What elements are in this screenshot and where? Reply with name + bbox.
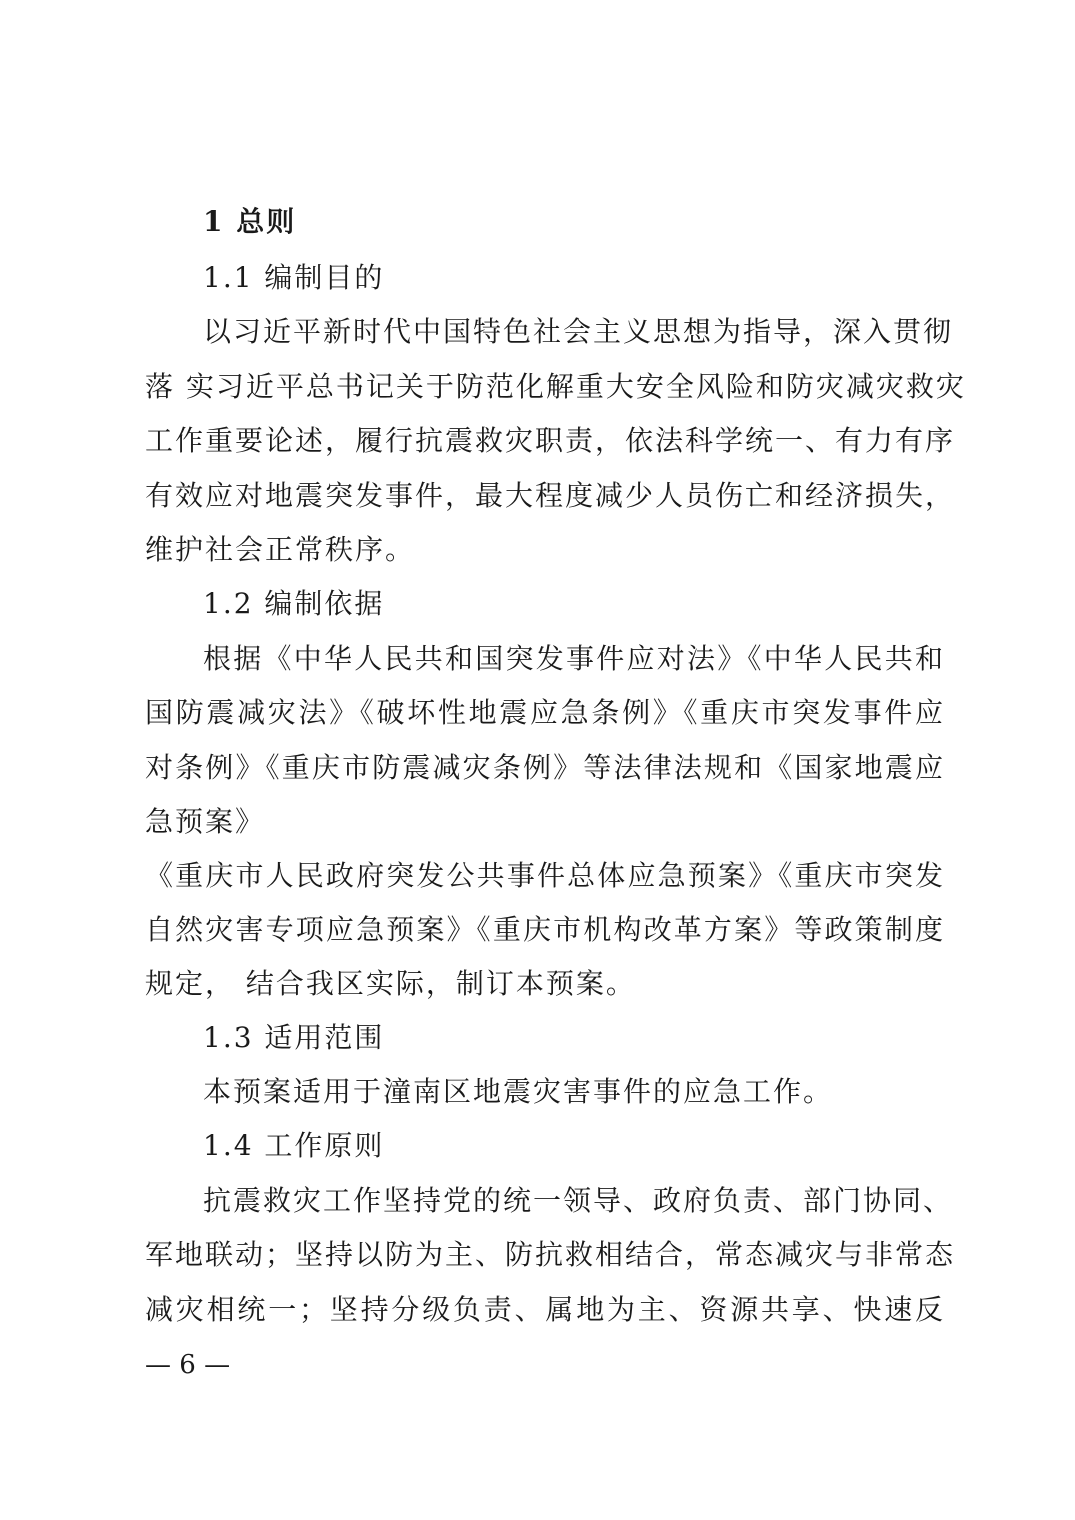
paragraph-line: 本预案适用于潼南区地震灾害事件的应急工作。 bbox=[203, 1075, 834, 1108]
section-heading-general: 1 总则 bbox=[203, 205, 297, 238]
paragraph-line: 军地联动；坚持以防为主、防抗救相结合，常态减灾与非常态 bbox=[145, 1238, 956, 1271]
paragraph-line: 根据《中华人民共和国突发事件应对法》《中华人民共和 bbox=[203, 642, 945, 675]
paragraph-line: 《重庆市人民政府突发公共事件总体应急预案》《重庆市突发 bbox=[145, 859, 945, 892]
subsection-heading-principles: 1.4 工作原则 bbox=[203, 1129, 385, 1162]
paragraph-line: 以习近平新时代中国特色社会主义思想为指导，深入贯彻 bbox=[203, 315, 954, 348]
paragraph-line: 落 实习近平总书记关于防范化解重大安全风险和防灾减灾救灾 bbox=[145, 370, 966, 403]
paragraph-line: 急预案》 bbox=[145, 805, 266, 838]
page-number: — 6 — bbox=[145, 1350, 231, 1380]
paragraph-line: 抗震救灾工作坚持党的统一领导、政府负责、部门协同、 bbox=[203, 1184, 954, 1217]
paragraph-line: 减灾相统一；坚持分级负责、属地为主、资源共享、快速反 bbox=[145, 1293, 945, 1326]
paragraph-line: 工作重要论述，履行抗震救灾职责，依法科学统一、有力有序 bbox=[145, 424, 956, 457]
paragraph-line: 对条例》《重庆市防震减灾条例》等法律法规和《国家地震应 bbox=[145, 751, 945, 784]
subsection-heading-scope: 1.3 适用范围 bbox=[203, 1021, 385, 1054]
paragraph-line: 有效应对地震突发事件，最大程度减少人员伤亡和经济损失， bbox=[145, 479, 956, 512]
subsection-heading-basis: 1.2 编制依据 bbox=[203, 587, 385, 620]
subsection-heading-purpose: 1.1 编制目的 bbox=[203, 261, 385, 294]
paragraph-line: 维护社会正常秩序。 bbox=[145, 533, 416, 566]
paragraph-line: 规定， 结合我区实际，制订本预案。 bbox=[145, 967, 636, 1000]
paragraph-line: 自然灾害专项应急预案》《重庆市机构改革方案》等政策制度 bbox=[145, 913, 945, 946]
paragraph-line: 国防震减灾法》《破坏性地震应急条例》《重庆市突发事件应 bbox=[145, 696, 945, 729]
